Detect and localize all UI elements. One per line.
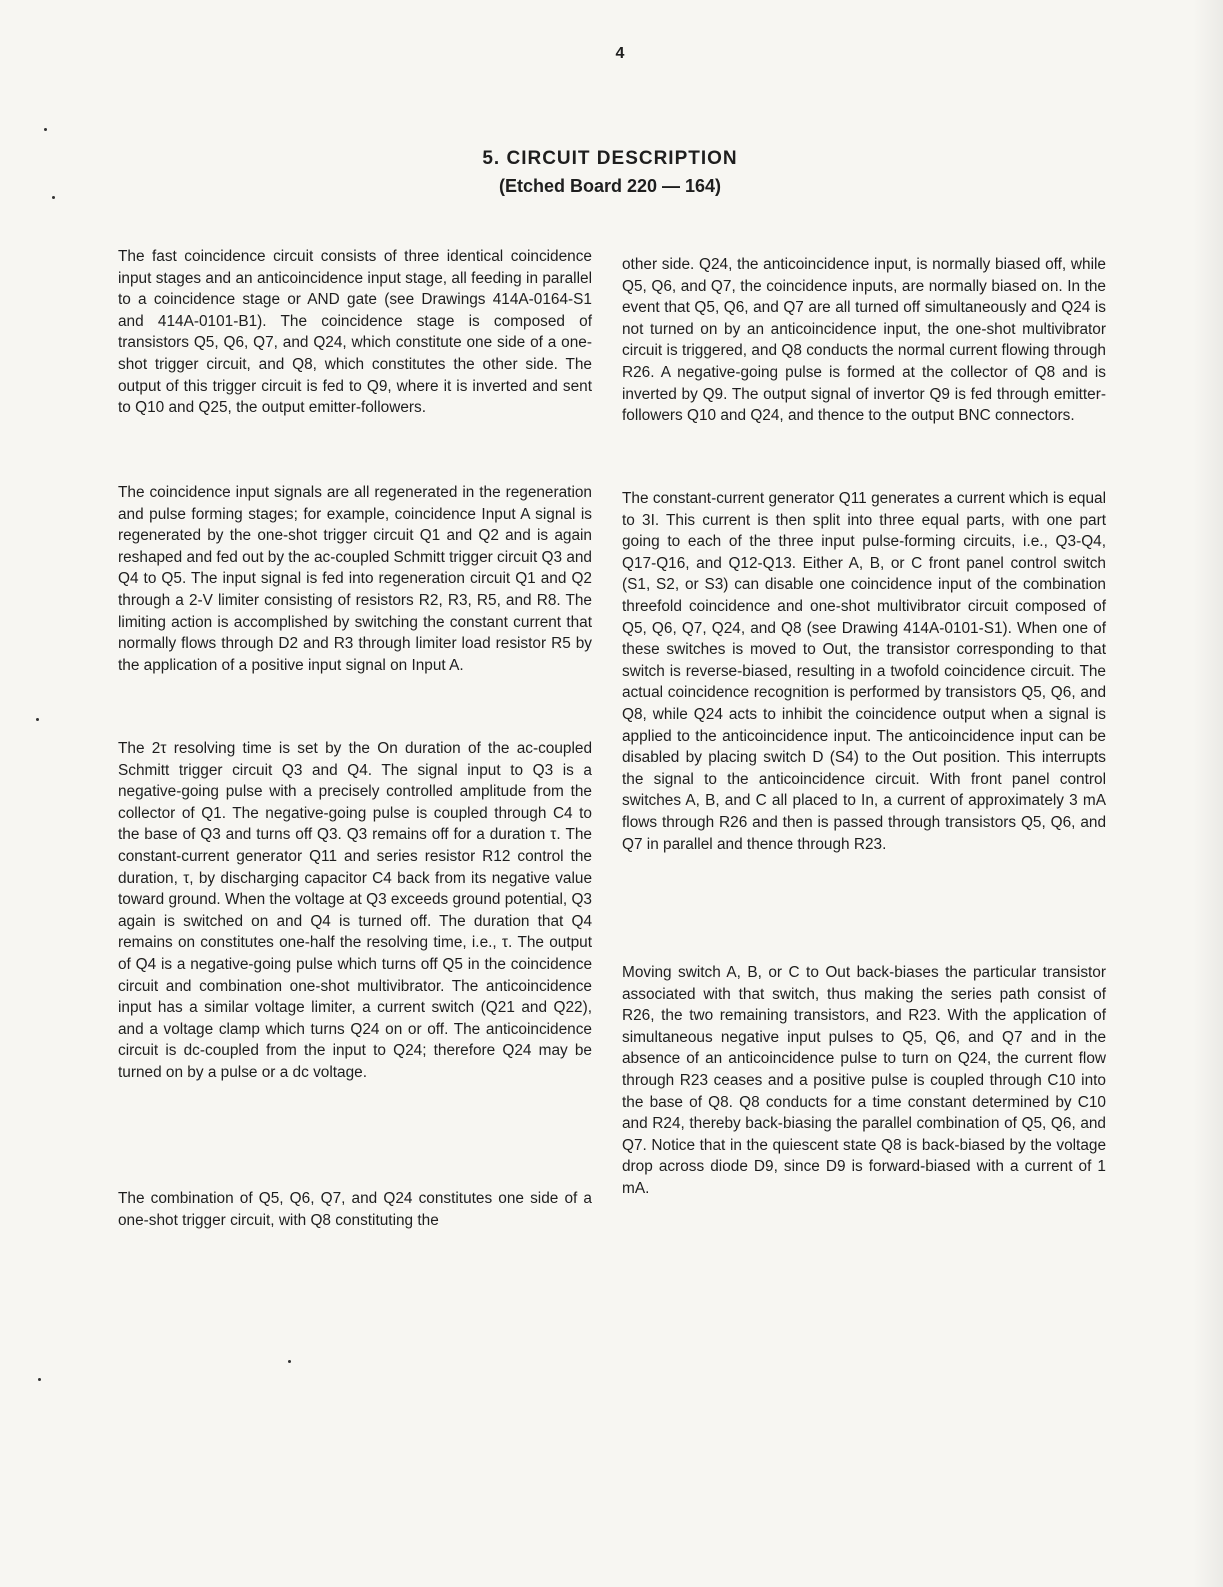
paragraph: The fast coincidence circuit consists of three identical coincidence input stages and an anticoincidence input stage, all feeding in parallel to a coincidence stage or AND gate (see Drawings 414A-0164-S1 and 414A-0101-B1). The coincidence stage is composed of transistors Q5, Q6, Q7, and Q24, which constitute one side of a one-shot trigger circuit, and Q8, which constitutes the other side. The output of this trigger circuit is fed to Q9, where it is inverted and sent to Q10 and Q25, the output emitter-followers. bbox=[118, 248, 592, 417]
paragraph: The constant-current generator Q11 generates a current which is equal to 3I. This current is then split into three equal parts, with one part going to each of the three input pulse-forming circuits, i.e., Q3-Q4, Q17-Q16, and Q12-Q13. Either A, B, or C front panel control switch (S1, S2, or S3) can disable one coincidence input of the combination threefold coincidence and one-shot multivibrator circuit composed of Q5, Q6, Q7, Q24, and Q8 (see Drawing 414A-0101-S1). When one of these switches is moved to Out, the transistor corresponding to that switch is reverse-biased, resulting in a twofold coincidence circuit. The actual coincidence recognition is performed by transistors Q5, Q6, and Q8, while Q24 acts to inhibit the coincidence output when a signal is applied to the anticoincidence input. The anticoincidence input can be disabled by placing switch D (S4) to the Out position. This interrupts the signal to the anticoincidence circuit. With front panel control switches A, B, and C all placed to In, a current of approximately 3 mA flows through R26 and then is passed through transistors Q5, Q6, and Q7 in parallel and thence through R23. bbox=[622, 490, 1106, 853]
scan-edge-shadow bbox=[1193, 0, 1223, 1587]
paragraph: The coincidence input signals are all regenerated in the regeneration and pulse forming stages; for example, coincidence Input A signal is regenerated by the one-shot trigger circuit Q1 and Q2 and is again reshaped and fed out by the ac-coupled Schmitt trigger circuit Q3 and Q4 to Q5. The input signal is fed into regeneration circuit Q1 and Q2 through a 2-V limiter consisting of resistors R2, R3, R5, and R8. The limiting action is accomplished by switching the constant current that normally flows through D2 and R3 through limiter load resistor R5 by the application of a positive input signal on Input A. bbox=[118, 484, 592, 674]
section-subtitle: (Etched Board 220 — 164) bbox=[498, 176, 722, 196]
scan-speck bbox=[288, 1360, 291, 1363]
scan-speck bbox=[44, 128, 47, 131]
paragraph: Moving switch A, B, or C to Out back-biases the particular transistor associated with that switch, thus making the series path consist of R26, the two remaining transistors, and R23. With the application of simultaneous negative input pulses to Q5, Q6, and Q7 and in the absence of an anticoincidence pulse to turn on Q24, the current flow through R23 ceases and a positive pulse is coupled through C10 into the base of Q8. Q8 conducts for a time constant determined by C10 and R24, thereby back-biasing the parallel combination of Q5, Q6, and Q7. Notice that in the quiescent state Q8 is back-biased by the voltage drop across diode D9, since D9 is forward-biased with a current of 1 mA. bbox=[622, 964, 1106, 1197]
scan-speck bbox=[38, 1378, 41, 1381]
page-number: 4 bbox=[615, 45, 625, 62]
section-heading bbox=[400, 146, 820, 200]
paragraph: The 2τ resolving time is set by the On duration of the ac-coupled Schmitt trigger circuit Q3 and Q4. The signal input to Q3 is a negative-going pulse with a precisely controlled amplitude from the collector of Q1. The negative-going pulse is coupled through C4 to the base of Q3 and turns off Q3. Q3 remains off for a duration τ. The constant-current generator Q11 and series resistor R12 control the duration, τ, by discharging capacitor C4 back from its negative value toward ground. When the voltage at Q3 exceeds ground potential, Q3 again is switched on and Q4 is turned off. The duration that Q4 remains on constitutes one-half the resolving time, i.e., τ. The output of Q4 is a negative-going pulse which turns off Q5 in the coincidence circuit and combination one-shot multivibrator. The anticoincidence input has a similar voltage limiter, a current switch (Q21 and Q22), and a voltage clamp which turns Q24 on or off. The anticoincidence circuit is dc-coupled from the input to Q24; therefore Q24 may be turned on by a pulse or a dc voltage. bbox=[118, 740, 592, 1081]
scan-speck bbox=[36, 718, 39, 721]
section-title: 5. CIRCUIT DESCRIPTION bbox=[482, 148, 738, 169]
paragraph: The combination of Q5, Q6, Q7, and Q24 constitutes one side of a one-shot trigger circuit, with Q8 constituting the bbox=[118, 1190, 592, 1229]
scan-speck bbox=[52, 196, 55, 199]
paragraph: other side. Q24, the anticoincidence input, is normally biased off, while Q5, Q6, and Q7, the coincidence inputs, are normally biased on. In the event that Q5, Q6, and Q7 are all turned off simultaneously and Q24 is not turned on by an anticoincidence input, the one-shot multivibrator circuit is triggered, and Q8 conducts the normal current flowing through R26. A negative-going pulse is formed at the collector of Q8 and is inverted by Q9. The output signal of invertor Q9 is fed through emitter-followers Q10 and Q24, and thence to the output BNC connectors. bbox=[622, 256, 1106, 425]
